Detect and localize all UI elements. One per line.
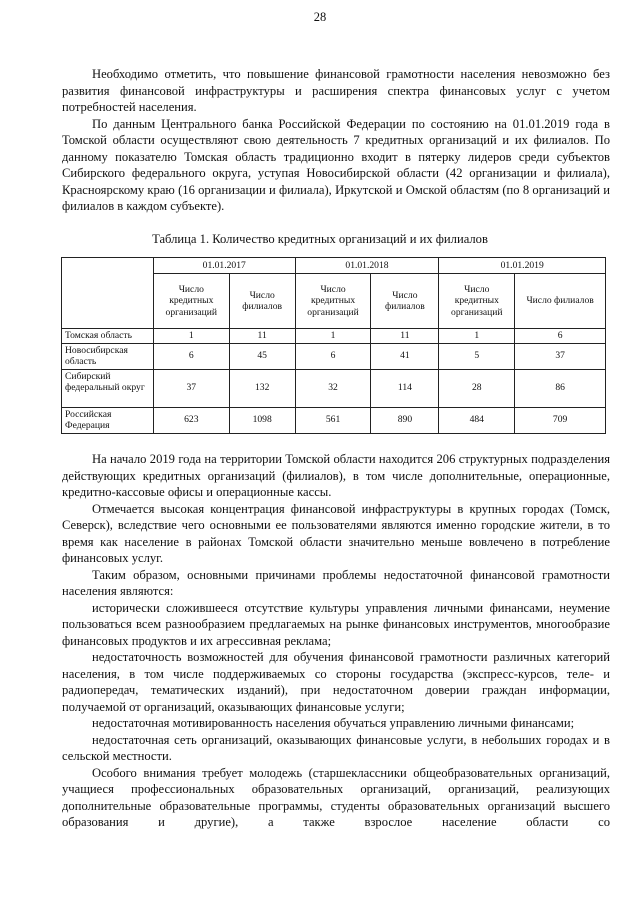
header-orgs-2019: Число кредитных организаций xyxy=(439,274,515,329)
header-year-2017: 01.01.2017 xyxy=(153,258,295,274)
table-cell: 1 xyxy=(439,329,515,344)
table-row xyxy=(62,407,606,433)
table-cell: 32 xyxy=(295,369,371,407)
table-cell: 11 xyxy=(371,329,439,344)
header-orgs-2017: Число кредитных организаций xyxy=(153,274,229,329)
table-cell: 623 xyxy=(153,407,229,433)
row-region: Сибирский федеральный округ xyxy=(62,369,154,407)
cause-item: недостаточная мотивированность населения обучаться управлению личными финансами; xyxy=(92,716,575,730)
table-header-years xyxy=(62,258,606,274)
cause-item: исторически сложившееся отсутствие культуры управления личными финансами, неумение пользоваться всем разнообразием предлагаемых на рынке финансовых инструментов, многообразие финансовых продуктов и их агрессивная реклама; xyxy=(62,600,610,648)
credit-organizations-table xyxy=(61,257,606,434)
paragraph-structural-units: На начало 2019 года на территории Томской области находится 206 структурных подразделения действующих кредитных организаций (филиалов), в том числе дополнительные, операционные, кредитно-кассовые офисы и операционные кассы. xyxy=(62,452,610,499)
paragraph-central-bank-data: По данным Центрального банка Российской Федерации по состоянию на 01.01.2019 года в Томской области осуществляют свою деятельность 7 кредитных организаций и их филиалов. По данному показателю Томская область традиционно входит в пятерку лидеров среди субъектов Сибирского федерального округа, уступая Новосибирской области (42 организации и филиала), Красноярскому краю (16 организации и филиала), Иркутской и Омской областям (по 8 организаций и филиалов в каждом субъекте). xyxy=(62,116,610,213)
table-row xyxy=(62,343,606,369)
table-cell: 1 xyxy=(295,329,371,344)
header-branches-2018: Число филиалов xyxy=(371,274,439,329)
paragraph-problem-causes: Таким образом, основными причинами проблемы недостаточной финансовой грамотности населения являются: xyxy=(62,567,610,598)
table-cell: 484 xyxy=(439,407,515,433)
table-cell: 6 xyxy=(153,343,229,369)
table-cell: 41 xyxy=(371,343,439,369)
cause-item: недостаточная сеть организаций, оказывающих финансовые услуги, в небольших городах и в сельской местности. xyxy=(62,732,610,763)
intro-text xyxy=(62,66,610,215)
table-cell: 561 xyxy=(295,407,371,433)
table-cell: 1098 xyxy=(229,407,295,433)
table-cell: 28 xyxy=(439,369,515,407)
row-region: Новосибирская область xyxy=(62,343,154,369)
table-cell: 132 xyxy=(229,369,295,407)
table-cell: 709 xyxy=(515,407,606,433)
header-orgs-2018: Число кредитных организаций xyxy=(295,274,371,329)
header-region-empty xyxy=(62,258,154,329)
table-cell: 114 xyxy=(371,369,439,407)
table-cell: 6 xyxy=(295,343,371,369)
cause-item: недостаточность возможностей для обучения финансовой грамотности различных категорий населения, в том числе поддерживаемых со стороны государства (экспресс-курсов, теле- и радиопередач, тематических изданий), при недостаточном доверии граждан информации, получаемой от организаций, оказывающих финансовые услуги; xyxy=(62,650,610,714)
table-cell: 86 xyxy=(515,369,606,407)
table-cell: 890 xyxy=(371,407,439,433)
row-region: Томская область xyxy=(62,329,154,344)
main-text xyxy=(62,451,610,831)
header-year-2018: 01.01.2018 xyxy=(295,258,439,274)
table-cell: 11 xyxy=(229,329,295,344)
table-row xyxy=(62,369,606,407)
row-region: Российская Федерация xyxy=(62,407,154,433)
header-branches-2017: Число филиалов xyxy=(229,274,295,329)
table-row xyxy=(62,329,606,344)
table-cell: 5 xyxy=(439,343,515,369)
paragraph-infrastructure-concentration: Отмечается высокая концентрация финансовой инфраструктуры в крупных городах (Томск, Северск), вследствие чего основными ее пользователями являются именно городские жители, в то время как население в районах Томской области значительно меньше вовлечено в потребление финансовых услуг. xyxy=(62,501,610,565)
table-caption: Таблица 1. Количество кредитных организаций и их филиалов xyxy=(152,232,488,246)
table-cell: 37 xyxy=(515,343,606,369)
header-year-2019: 01.01.2019 xyxy=(439,258,606,274)
table-cell: 45 xyxy=(229,343,295,369)
paragraph-financial-literacy: Необходимо отметить, что повышение финансовой грамотности населения невозможно без развития финансовой инфраструктуры и расширения спектра финансовых услуг с учетом потребностей населения. xyxy=(62,67,610,114)
paragraph-youth-attention: Особого внимания требует молодежь (старшеклассники общеобразовательных организаций, учащиеся профессиональных образовательных организаций, организаций, реализующих дополнительные образовательные программы, студенты образовательных организаций высшего образования и другие), а также взрослое население области со xyxy=(62,765,610,829)
table-cell: 1 xyxy=(153,329,229,344)
header-branches-2019: Число филиалов xyxy=(515,274,606,329)
page-number: 28 xyxy=(313,10,327,24)
table-cell: 6 xyxy=(515,329,606,344)
table-cell: 37 xyxy=(153,369,229,407)
